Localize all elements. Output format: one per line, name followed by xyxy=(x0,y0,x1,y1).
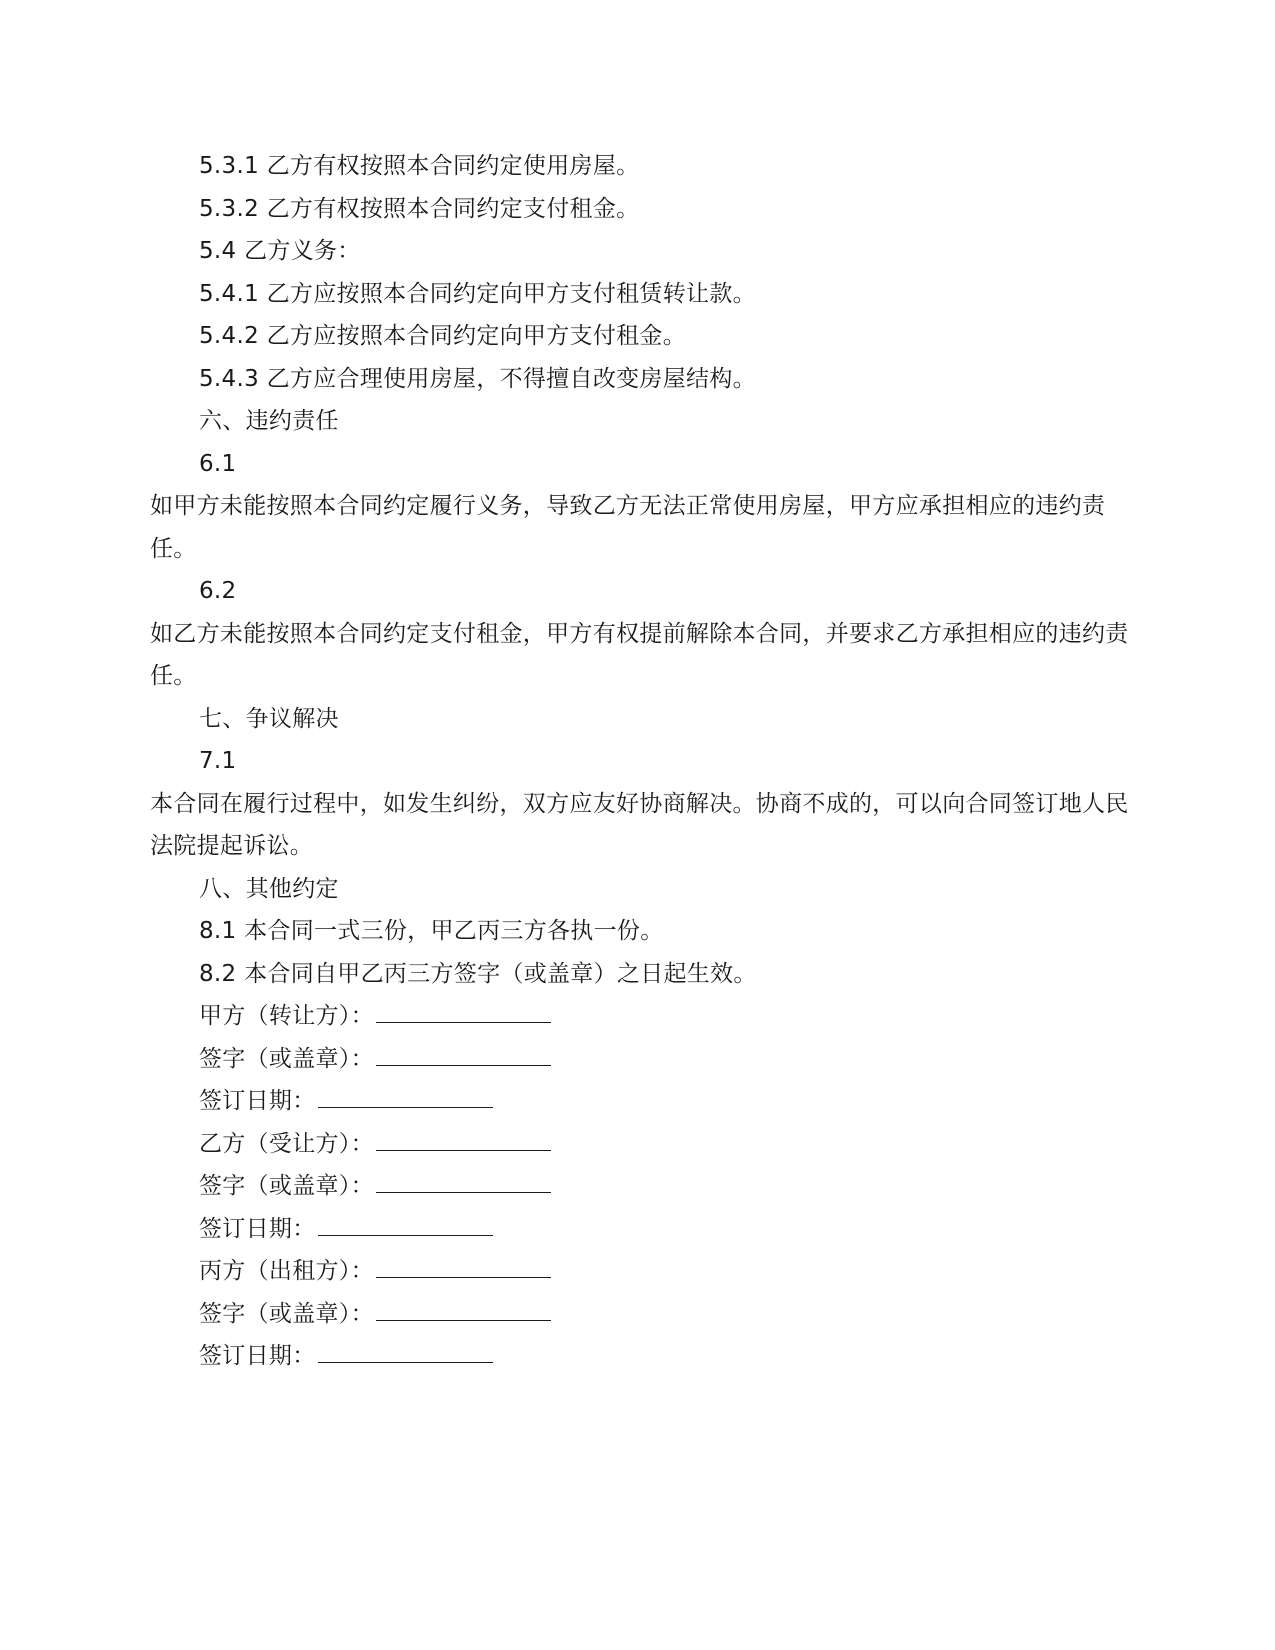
signature-label: 签订日期： xyxy=(199,1343,316,1369)
document-page xyxy=(150,145,1130,1378)
signature-party-c xyxy=(150,1250,1130,1293)
signature-blank[interactable] xyxy=(376,1039,551,1066)
signature-party-a-date xyxy=(150,1080,1130,1123)
clause-5-4-heading: 5.4 乙方义务： xyxy=(199,238,361,264)
signature-label: 签订日期： xyxy=(199,1088,316,1114)
signature-blank[interactable] xyxy=(318,1081,493,1108)
signature-label: 丙方（出租方）： xyxy=(199,1258,374,1284)
signature-blank[interactable] xyxy=(376,1166,551,1193)
signature-party-c-date xyxy=(150,1335,1130,1378)
signature-label: 签订日期： xyxy=(199,1215,316,1242)
signature-party-a-sign xyxy=(150,1038,1130,1081)
signature-blank[interactable] xyxy=(376,1251,551,1278)
clause-5-4-1: 5.4.1 乙方应按照本合同约定向甲方支付租赁转让款。 xyxy=(199,280,756,307)
signature-blank[interactable] xyxy=(318,1209,493,1236)
signature-label: 签字（或盖章）： xyxy=(199,1173,374,1199)
clause-6-1-number: 6.1 xyxy=(199,450,237,477)
signature-blank[interactable] xyxy=(318,1336,493,1363)
clause-6-2-number: 6.2 xyxy=(199,578,237,604)
clause-7-1-number: 7.1 xyxy=(199,748,237,774)
signature-blank[interactable] xyxy=(376,996,551,1023)
clause-5-3-1: 5.3.1 乙方有权按照本合同约定使用房屋。 xyxy=(199,153,640,179)
signature-label: 乙方（受让方）： xyxy=(199,1130,374,1157)
signature-label: 甲方（转让方）： xyxy=(199,1003,374,1029)
clause-5-3-2: 5.3.2 乙方有权按照本合同约定支付租金。 xyxy=(199,195,640,222)
clause-8-2: 8.2 本合同自甲乙丙三方签字（或盖章）之日起生效。 xyxy=(199,960,757,987)
clause-6-2-text: 如乙方未能按照本合同约定支付租金，甲方有权提前解除本合同，并要求乙方承担相应的违约责任。 xyxy=(150,620,1129,689)
signature-party-b-sign xyxy=(150,1165,1130,1208)
signature-blank[interactable] xyxy=(376,1294,551,1321)
clause-6-1-text: 如甲方未能按照本合同约定履行义务，导致乙方无法正常使用房屋，甲方应承担相应的违约责任。 xyxy=(150,493,1106,562)
signature-label: 签字（或盖章）： xyxy=(199,1045,374,1072)
section-6-heading: 六、违约责任 xyxy=(199,408,339,434)
signature-party-b xyxy=(150,1123,1130,1166)
clause-8-1: 8.1 本合同一式三份，甲乙丙三方各执一份。 xyxy=(199,918,664,944)
signature-blank[interactable] xyxy=(376,1124,551,1151)
clause-5-4-3: 5.4.3 乙方应合理使用房屋，不得擅自改变房屋结构。 xyxy=(199,365,756,392)
signature-label: 签字（或盖章）： xyxy=(199,1300,374,1327)
signature-party-b-date xyxy=(150,1208,1130,1251)
clause-5-4-2: 5.4.2 乙方应按照本合同约定向甲方支付租金。 xyxy=(199,323,687,349)
signature-party-a xyxy=(150,995,1130,1038)
clause-7-1-text: 本合同在履行过程中，如发生纠纷，双方应友好协商解决。协商不成的，可以向合同签订地人民法院提起诉讼。 xyxy=(150,790,1129,859)
signature-party-c-sign xyxy=(150,1293,1130,1336)
section-8-heading: 八、其他约定 xyxy=(199,875,339,902)
section-7-heading: 七、争议解决 xyxy=(199,705,339,732)
